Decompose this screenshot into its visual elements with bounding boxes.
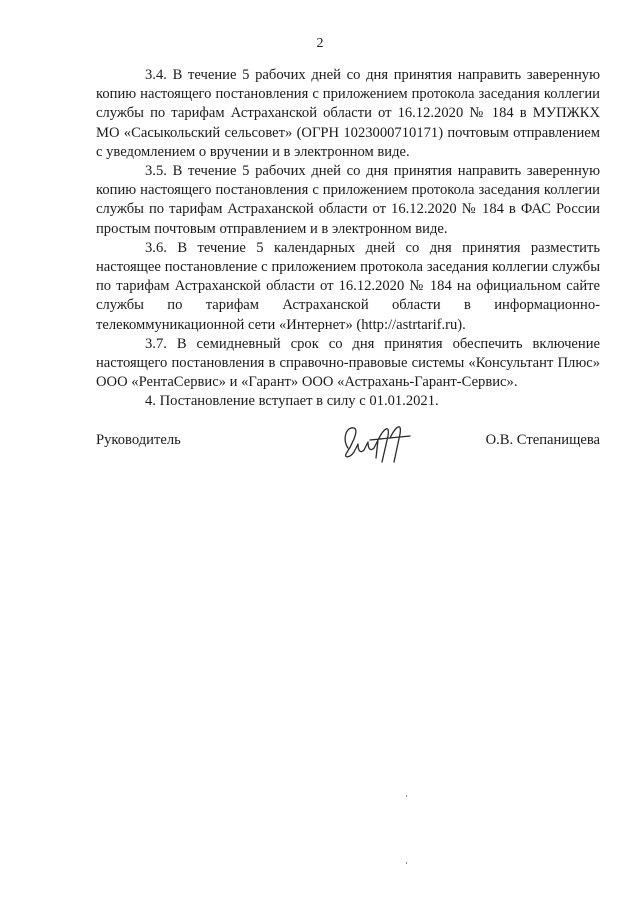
- paragraph-3-6: 3.6. В течение 5 календарных дней со дня принятия разместить настоящее постановление с приложением протокола заседания коллегии службы по тарифам Астраханской области от 16.12.2020 № 184 на официальном сайте службы по тарифам Астраханской области в информационно-телекоммуникационной сети «Интернет» (http://astrtarif.ru).: [96, 239, 600, 333]
- signatory-name: О.В. Степанищева: [485, 432, 600, 448]
- paragraph-4: 4. Постановление вступает в силу с 01.01.2021.: [145, 393, 439, 410]
- paragraph-3-5: 3.5. В течение 5 рабочих дней со дня принятия направить заверенную копию настоящего постановления с приложением протокола заседания коллегии службы по тарифам Астраханской области от 16.12.2020 № 184 в ФАС России простым почтовым отправлением и в электронном виде.: [96, 163, 600, 237]
- document-body: [96, 66, 600, 412]
- scan-speck: [406, 862, 407, 864]
- page-number: 2: [316, 36, 324, 51]
- paragraph-3-4: 3.4. В течение 5 рабочих дней со дня принятия направить заверенную копию настоящего постановления с приложением протокола заседания коллегии службы по тарифам Астраханской области от 16.12.2020 № 184 в МУПЖКХ МО «Сасыкольский сельсовет» (ОГРН 1023000710171) почтовым отправлением с уведомлением о вручении и в электронном виде.: [96, 67, 600, 160]
- handwritten-signature: [340, 418, 420, 466]
- scan-speck: [406, 795, 407, 797]
- signature-block: [96, 418, 600, 478]
- signatory-title: Руководитель: [96, 432, 181, 448]
- paragraph-3-7: 3.7. В семидневный срок со дня принятия обеспечить включение настоящего постановления в справочно-правовые системы «Консультант Плюс» ООО «РентаСервис» и «Гарант» ООО «Астрахань-Гарант-Сервис».: [96, 335, 600, 391]
